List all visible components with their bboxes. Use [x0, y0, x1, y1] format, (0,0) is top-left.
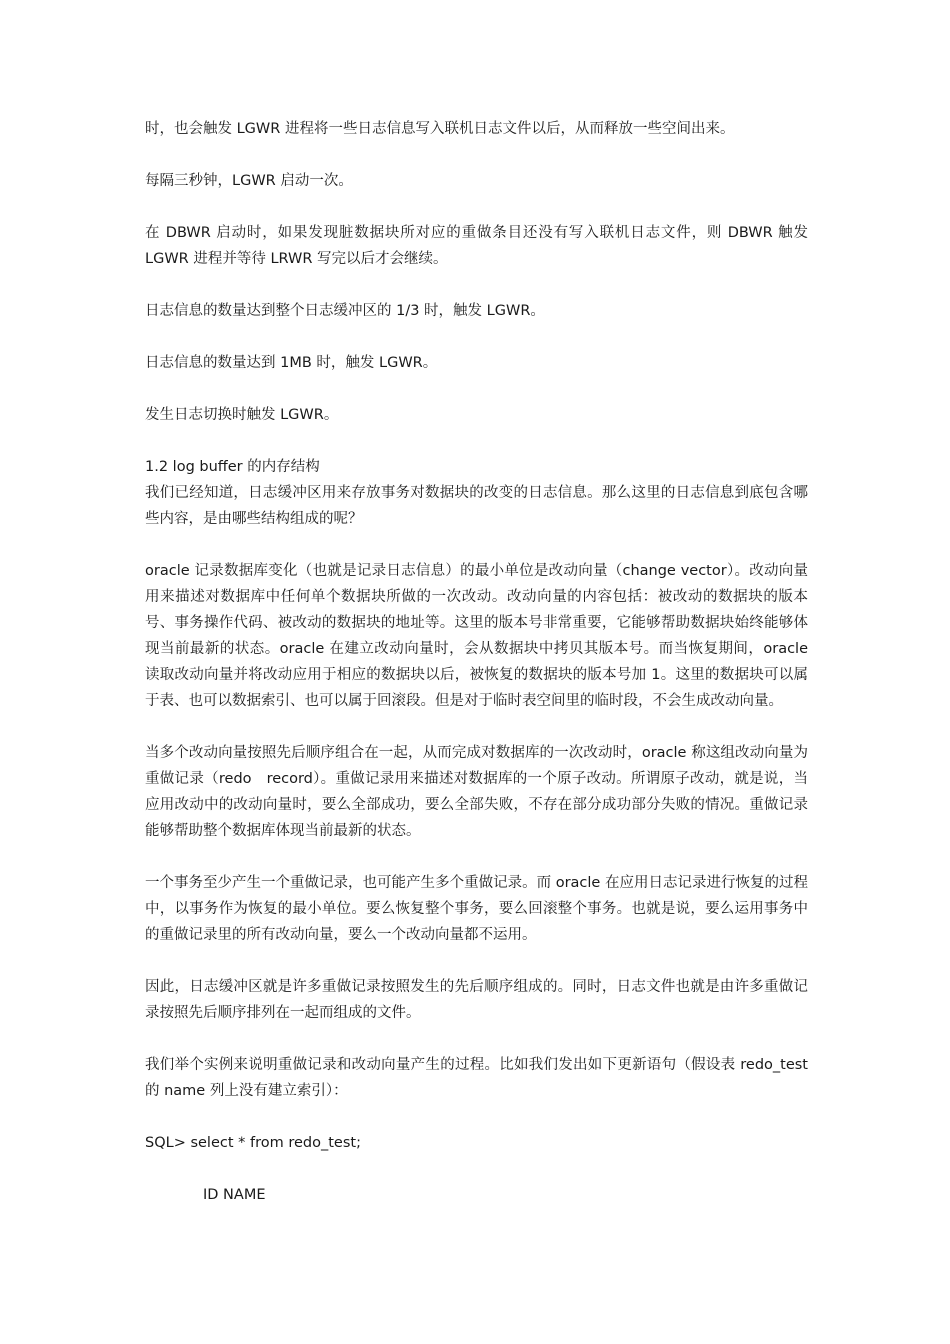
paragraph-redo-record: 当多个改动向量按照先后顺序组合在一起，从而完成对数据库的一次改动时，oracle 称这组改动向量为重做记录（redo record）。重做记录用来描述对数据库的一个原子改动。所谓原子改动，就是说，当应用改动中的改动向量时，要么全部成功，要么全部失败，不存在部分成功部分失败的情况。重做记录能够帮助整个数据库体现当前最新的状态。 [145, 745, 808, 839]
paragraph-buffer-one-third: 日志信息的数量达到整个日志缓冲区的 1/3 时，触发 LGWR。 [145, 303, 545, 319]
document-page [145, 116, 808, 1234]
section-heading: 1.2 log buffer 的内存结构 [145, 459, 320, 475]
paragraph-transaction-recovery: 一个事务至少产生一个重做记录，也可能产生多个重做记录。而 oracle 在应用日志记录进行恢复的过程中，以事务作为恢复的最小单位。要么恢复整个事务，要么回滚整个事务。也就是说，要么运用事务中的重做记录里的所有改动向量，要么一个改动向量都不运用。 [145, 875, 808, 943]
paragraph-log-buffer-composition: 因此，日志缓冲区就是许多重做记录按照发生的先后顺序组成的。同时，日志文件也就是由许多重做记录按照先后顺序排列在一起而组成的文件。 [145, 979, 808, 1021]
paragraph-lgwr-trigger-release: 时，也会触发 LGWR 进程将一些日志信息写入联机日志文件以后，从而释放一些空间出来。 [145, 121, 735, 137]
paragraph-lgwr-every-three-seconds: 每隔三秒钟，LGWR 启动一次。 [145, 173, 353, 189]
sql-command-line: SQL> select * from redo_test; [145, 1135, 361, 1151]
paragraph-dbwr-triggers-lgwr: 在 DBWR 启动时，如果发现脏数据块所对应的重做条目还没有写入联机日志文件，则 DBWR 触发 LGWR 进程并等待 LRWR 写完以后才会继续。 [145, 225, 808, 267]
paragraph-buffer-1mb: 日志信息的数量达到 1MB 时，触发 LGWR。 [145, 355, 438, 371]
paragraph-log-switch: 发生日志切换时触发 LGWR。 [145, 407, 339, 423]
paragraph-example-intro: 我们举个实例来说明重做记录和改动向量产生的过程。比如我们发出如下更新语句（假设表 redo_test 的 name 列上没有建立索引）： [145, 1057, 808, 1099]
sql-result-header: ID NAME [203, 1187, 266, 1203]
paragraph-log-buffer-intro: 我们已经知道，日志缓冲区用来存放事务对数据块的改变的日志信息。那么这里的日志信息到底包含哪些内容，是由哪些结构组成的呢？ [145, 485, 808, 527]
paragraph-change-vector: oracle 记录数据库变化（也就是记录日志信息）的最小单位是改动向量（change vector）。改动向量用来描述对数据库中任何单个数据块所做的一次改动。改动向量的内容包括：被改动的数据块的版本号、事务操作代码、被改动的数据块的地址等。这里的版本号非常重要，它能够帮助数据块始终能够体现当前最新的状态。oracle 在建立改动向量时，会从数据块中拷贝其版本号。而当恢复期间，oracle 读取改动向量并将改动应用于相应的数据块以后，被恢复的数据块的版本号加 1。这里的数据块可以属于表、也可以数据索引、也可以属于回滚段。但是对于临时表空间里的临时段，不会生成改动向量。 [145, 563, 808, 709]
